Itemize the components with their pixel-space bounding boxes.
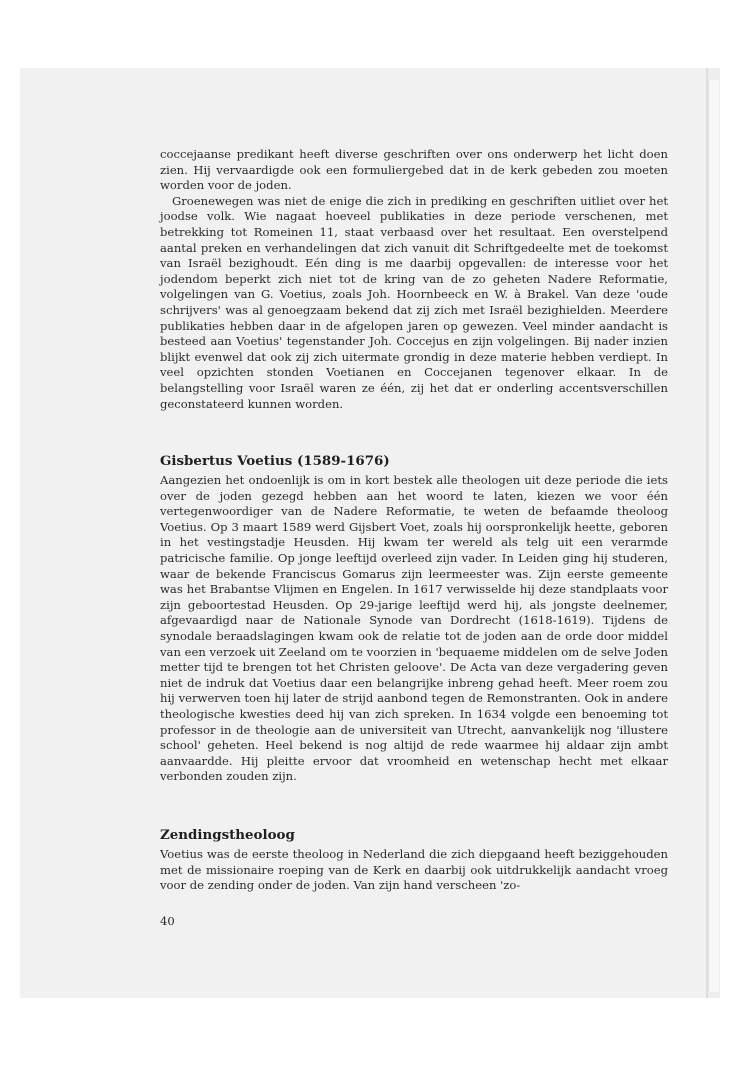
page-body — [160, 147, 668, 893]
section-heading-zendingstheoloog: Zendingstheoloog — [160, 827, 295, 843]
section-heading-voetius: Gisbertus Voetius (1589-1676) — [160, 453, 390, 469]
page-edge — [708, 80, 719, 992]
paragraph-groenewegen: Groenewegen was niet de enige die zich in prediking en geschriften uitliet over het joodse volk. Wie nagaat hoeveel publikaties in deze periode verschenen, met betrekking tot Romeinen 11, staat verbaasd over het resultaat. Een overstelpend aantal preken en verhandelingen dat zich vanuit dit Schriftgedeelte met de toekomst van Israël bezighoudt. Eén ding is me daarbij opgevallen: de interesse voor het jodendom beperkt zich niet tot de kring van de zo geheten Nadere Reformatie, volgelingen van G. Voetius, zoals Joh. Hoornbeeck en W. à Brakel. Van deze 'oude schrijvers' was al genoegzaam bekend dat zij zich met Israël bezighielden. Meerdere publikaties hebben daar in de afgelopen jaren op gewezen. Veel minder aandacht is besteed aan Voetius' tegenstander Joh. Coccejus en zijn volgelingen. Bij nader inzien blijkt evenwel dat ook zij zich uitermate grondig in deze materie hebben verdiept. In veel opzichten stonden Voetianen en Coccejanen tegenover elkaar. In de belangstelling voor Israël waren ze één, zij het dat er onderling accentsverschillen geconstateerd kunnen worden. — [160, 193, 668, 411]
paragraph-zending: Voetius was de eerste theoloog in Nederland die zich diepgaand heeft beziggehouden met de missionaire roeping van de Kerk en daarbij ook uitdrukkelijk aandacht vroeg voor de zending onder de joden. Van zijn hand verscheen 'zo- — [160, 847, 668, 893]
page-number: 40 — [160, 914, 175, 928]
paragraph-voetius-biography: Aangezien het ondoenlijk is om in kort bestek alle theologen uit deze periode die iets over de joden gezegd hebben aan het woord te laten, kiezen we voor één vertegenwoordiger van de Nadere Reformatie, te weten de befaamde theoloog Voetius. Op 3 maart 1589 werd Gijsbert Voet, zoals hij oorspronkelijk heette, geboren in het vestingstadje Heusden. Hij kwam ter wereld als telg uit een verarmde patricische familie. Op jonge leeftijd overleed zijn vader. In Leiden ging hij studeren, waar de bekende Franciscus Gomarus zijn leermeester was. Zijn eerste gemeente was het Brabantse Vlijmen en Engelen. In 1617 verwisselde hij deze standplaats voor zijn geboortestad Heusden. Op 29-jarige leeftijd werd hij, als jongste deelnemer, afgevaardigd naar de Nationale Synode van Dordrecht (1618-1619). Tijdens de synodale beraadslagingen kwam ook de relatie tot de joden aan de orde door middel van een verzoek uit Zeeland om te voorzien in 'bequaeme middelen om de selve Joden metter tijd te brengen tot het Christen geloove'. De Acta van deze vergadering geven niet de indruk dat Voetius daar een belangrijke inbreng gehad heeft. Meer roem zou hij verwerven toen hij later de strijd aanbond tegen de Remonstranten. Ook in andere theologische kwesties deed hij van zich spreken. In 1634 volgde een benoeming tot professor in de theologie aan de universiteit van Utrecht, aanvankelijk nog 'illustere school' geheten. Heel bekend is nog altijd de rede waarmee hij aldaar zijn ambt aanvaardde. Hij pleitte ervoor dat vroomheid en wetenschap hecht met elkaar verbonden zouden zijn. — [160, 473, 668, 784]
paragraph-continuation: coccejaanse predikant heeft diverse geschriften over ons onderwerp het licht doen zien. Hij vervaardigde ook een formuliergebed dat in de kerk gebeden zou moeten worden voor de joden. — [160, 147, 668, 193]
